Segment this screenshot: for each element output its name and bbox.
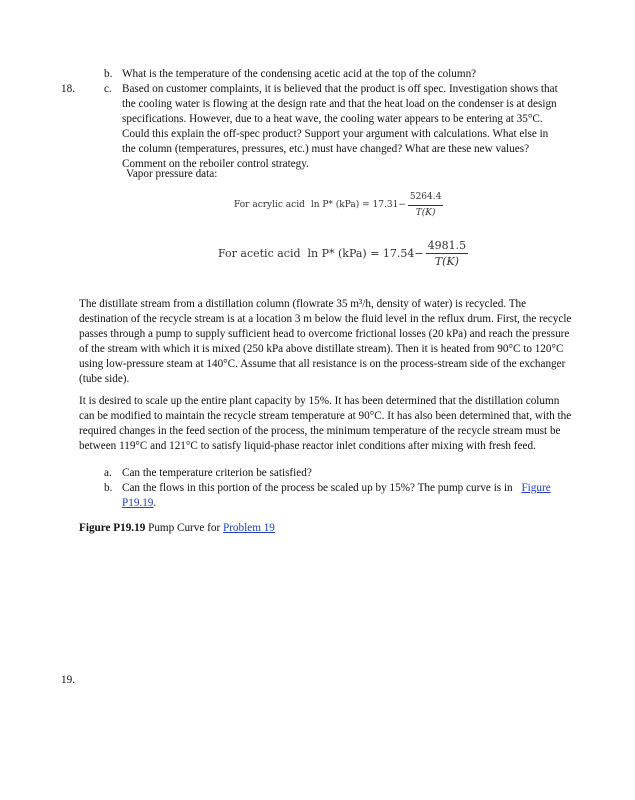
figure-link[interactable]: Figure <box>521 482 551 494</box>
item-c-letter: c. <box>104 83 112 95</box>
problem-19-paragraph-1: The distillate stream from a distillation column (flowrate 35 m³/h, density of water) is recycled. The destination of the recycle stream is at a location 3 m below the fluid level in the reflux drum. First, the recycle passes through a pump to supply sufficient head to overcome frictional losses (20 kPa) and reach the pressure of the stream with which it is mixed (250 kPa above distillate stream). Then it is heated from 90°C to 120°C using low-pressure steam at 140°C. Assume that all resistance is on the process-stream side of the exchanger (tube side). <box>79 298 572 385</box>
problem-19-paragraph-2: It is desired to scale up the entire plant capacity by 15%. It has been determined that the distillation column can be modified to maintain the recycle stream temperature at 90°C. It has also been determined that, with the required changes in the feed section of the process, the minimum temperature of the recycle stream must be between 119°C and 121°C to satisfy liquid-phase reactor inlet conditions after mixing with fresh feed. <box>79 395 572 452</box>
item-b-question: What is the temperature of the condensing acetic acid at the top of the column? <box>122 68 477 80</box>
figure-number-link[interactable]: P19.19 <box>122 497 154 509</box>
equation-acetic-acid <box>218 238 468 269</box>
figure-caption <box>79 521 275 536</box>
item-b-letter: b. <box>104 68 113 80</box>
equation-acrylic-numerator: 5264.4 <box>408 190 444 206</box>
equation-acetic-denominator: T(K) <box>434 255 459 268</box>
item-b19-letter: b. <box>104 482 113 494</box>
item-b19-question <box>122 481 562 511</box>
equation-acrylic-label: For acrylic acid <box>234 200 305 210</box>
equation-acetic-fraction <box>426 238 469 269</box>
figure-caption-label: Figure P19.19 <box>79 522 146 534</box>
item-a-question: Can the temperature criterion be satisfied? <box>122 467 312 479</box>
item-a-letter: a. <box>104 467 112 479</box>
equation-acrylic-acid <box>234 190 443 221</box>
equation-acetic-label: For acetic acid <box>218 247 301 260</box>
equation-acrylic-fraction <box>408 190 444 221</box>
vapor-pressure-label: Vapor pressure data: <box>126 168 218 180</box>
equation-acrylic-denominator: T(K) <box>415 208 436 218</box>
figure-caption-text: Pump Curve for <box>148 522 221 534</box>
problem-19-number: 19. <box>61 674 75 686</box>
problem-19-link[interactable]: Problem 19 <box>222 522 275 534</box>
equation-acrylic-lhs: ln P* (kPa) = 17.31− <box>310 200 406 210</box>
equation-acetic-numerator: 4981.5 <box>427 239 467 252</box>
item-c-question: Based on customer complaints, it is believed that the product is off spec. Investigation shows that the cooling water is flowing at the design rate and that the heat load on the condenser is at design specifications. However, due to a heat wave, the cooling water appears to be entering at 35°C. Could this explain the off-spec product? Support your argument with calculations. What else in the column (temperatures, pressures, etc.) must have changed? What are these new values? Comment on the reboiler control strategy. <box>122 83 558 170</box>
item-b19-text: Can the flows in this portion of the process be scaled up by 15%? The pump curve is in <box>122 482 513 494</box>
item-b19-period: . <box>153 497 157 509</box>
problem-18-number: 18. <box>61 83 75 95</box>
equation-acetic-lhs: ln P* (kPa) = 17.54− <box>307 247 424 260</box>
